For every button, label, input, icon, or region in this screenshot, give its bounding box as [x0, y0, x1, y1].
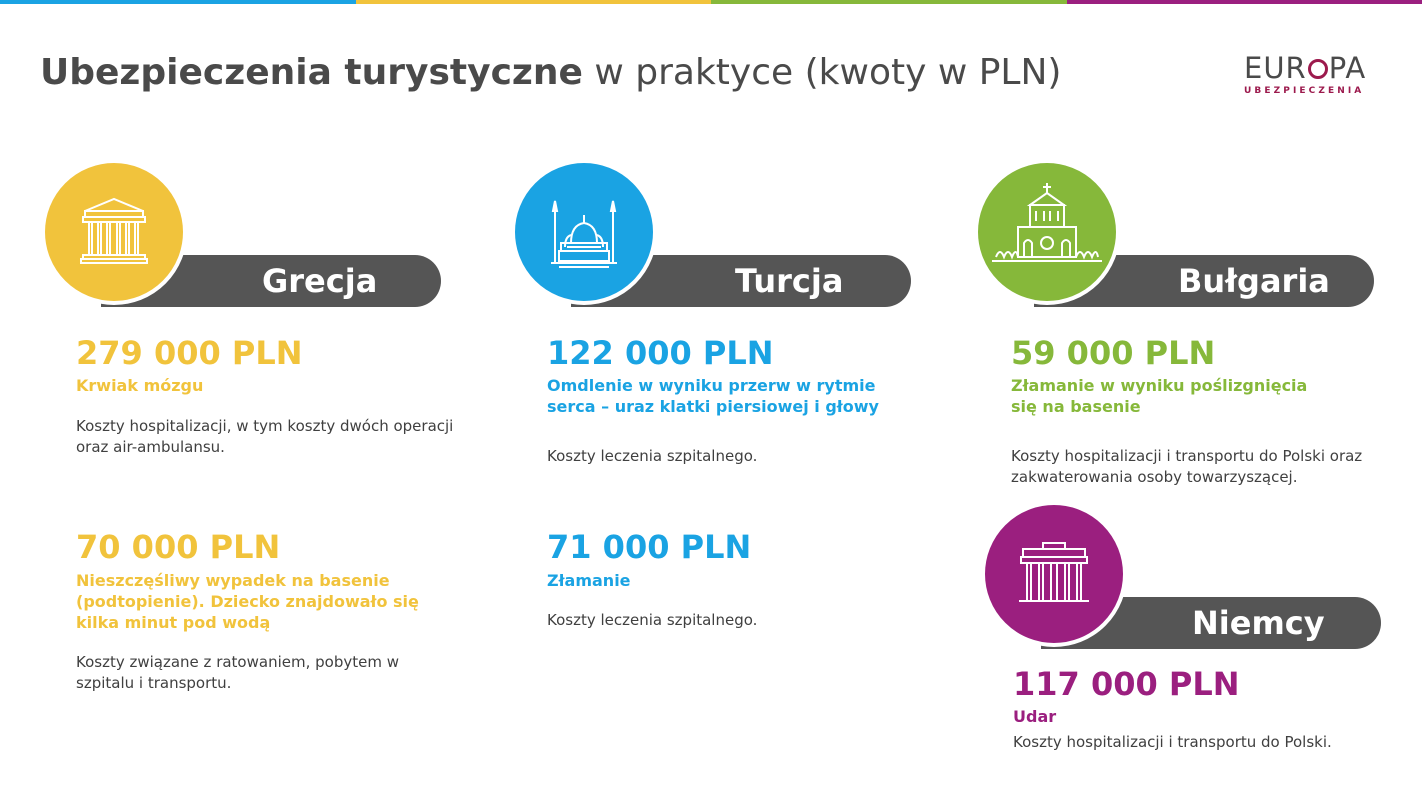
stripe-yellow	[356, 0, 712, 4]
banner-germany	[981, 597, 1381, 649]
stripe-purple	[1067, 0, 1422, 4]
logo-subtitle: UBEZPIECZENIA	[1244, 86, 1365, 96]
church-icon	[974, 159, 1120, 305]
country-name-bulgaria: Bułgaria	[1178, 262, 1330, 300]
cause-turkey-2: Złamanie	[547, 571, 631, 590]
greek-temple-icon	[41, 159, 187, 305]
banner-greece	[41, 255, 441, 307]
country-name-germany: Niemcy	[1192, 604, 1325, 642]
amount-greece-2: 70 000 PLN	[76, 528, 281, 566]
amount-greece-1: 279 000 PLN	[76, 334, 303, 372]
cause-turkey-1: Omdlenie w wyniku przerw w rytmie serca – uraz klatki piersiowej i głowy	[547, 376, 879, 416]
desc-greece-1: Koszty hospitalizacji, w tym koszty dwóch operacji oraz air-ambulansu.	[76, 417, 454, 456]
logo-brand-left: EUR	[1244, 51, 1307, 85]
amount-turkey-2: 71 000 PLN	[547, 528, 752, 566]
stripe-green	[711, 0, 1067, 4]
desc-turkey-1: Koszty leczenia szpitalnego.	[547, 447, 758, 465]
amount-bulgaria-1: 59 000 PLN	[1011, 334, 1216, 372]
europa-logo	[1244, 52, 1389, 96]
logo-o-ring-icon	[1308, 59, 1328, 79]
cause-bulgaria-1: Złamanie w wyniku poślizgnięcia się na basenie	[1011, 376, 1308, 416]
cause-greece-1: Krwiak mózgu	[76, 376, 204, 395]
desc-bulgaria-1: Koszty hospitalizacji i transportu do Polski oraz zakwaterowania osoby towarzyszącej.	[1011, 447, 1363, 486]
desc-germany-1: Koszty hospitalizacji i transportu do Polski.	[1013, 733, 1332, 751]
banner-bulgaria	[974, 255, 1374, 307]
brandenburg-gate-icon	[981, 501, 1127, 647]
cause-germany-1: Udar	[1013, 707, 1057, 726]
page-title-bold: Ubezpieczenia turystyczne	[40, 52, 583, 93]
top-color-stripe	[0, 0, 1422, 4]
country-name-turkey: Turcja	[735, 262, 844, 300]
amount-germany-1: 117 000 PLN	[1013, 665, 1240, 703]
logo-brand-right: PA	[1328, 51, 1367, 85]
logo-brand	[1244, 52, 1389, 84]
page-title	[40, 52, 1061, 93]
stripe-blue	[0, 0, 356, 4]
country-name-greece: Grecja	[262, 262, 378, 300]
desc-turkey-2: Koszty leczenia szpitalnego.	[547, 611, 758, 629]
mosque-icon	[511, 159, 657, 305]
page-title-light: w praktyce (kwoty w PLN)	[594, 52, 1062, 93]
cause-greece-2: Nieszczęśliwy wypadek na basenie (podtopienie). Dziecko znajdowało się kilka minut pod wodą	[76, 571, 419, 632]
desc-greece-2: Koszty związane z ratowaniem, pobytem w szpitalu i transportu.	[76, 653, 399, 692]
banner-turkey	[511, 255, 911, 307]
amount-turkey-1: 122 000 PLN	[547, 334, 774, 372]
